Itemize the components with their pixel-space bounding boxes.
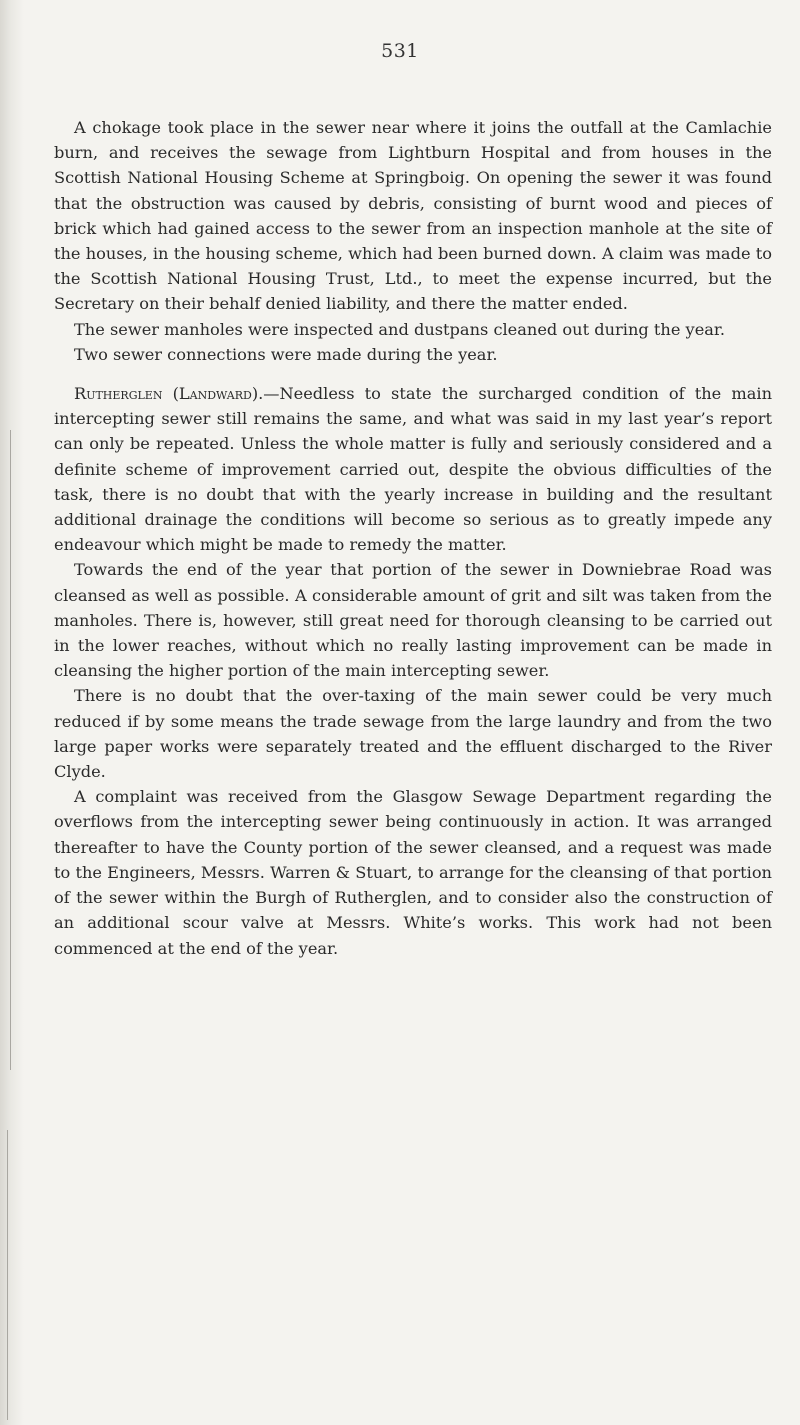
paragraph-chokage: [54, 115, 772, 317]
page-gutter-shadow: [0, 0, 24, 1425]
binding-line: [7, 1130, 8, 1420]
binding-line: [10, 430, 11, 1070]
section-heading: Rutherglen (Landward).: [74, 384, 264, 404]
paragraph-connections: [54, 342, 772, 367]
paragraph-text: The sewer manholes were inspected and dustpans cleaned out during the year.: [74, 319, 726, 339]
paragraph-complaint: [54, 784, 772, 960]
paragraph-manholes: [54, 317, 772, 342]
paragraph-text: Two sewer connections were made during the year.: [74, 344, 498, 364]
paragraph-overtaxing: [54, 683, 772, 784]
paragraph-text: A complaint was received from the Glasgow Sewage Department regarding the overflows from the intercepting sewer being continuously in action. It was arranged thereafter to have the County portion of the sewer cleansed, and a request was made to the Engineers, Messrs. Warren & Stuart, to arrange for the cleansing of that portion of the sewer within the Burgh of Rutherglen, and to consider also the construction of an additional scour valve at Messrs. White’s works. This work had not been commenced at the end of the year.: [54, 787, 772, 958]
paragraph-rutherglen: [54, 381, 772, 557]
paragraph-text: —Needless to state the surcharged condition of the main intercepting sewer still remains the same, and what was said in my last year’s report can only be repeated. Unless the whole matter is fully and seriously considered and a definite scheme of improvement carried out, despite the obvious difficulties of the task, there is no doubt that with the yearly increase in building and the resultant additional drainage the conditions will become so serious as to greatly impede any endeavour which might be made to remedy the matter.: [54, 384, 772, 555]
paragraph-text: A chokage took place in the sewer near where it joins the outfall at the Camlachie burn, and receives the sewage from Lightburn Hospital and from houses in the Scottish National Housing Scheme at Springboig. On opening the sewer it was found that the obstruction was caused by debris, consisting of burnt wood and pieces of brick which had gained access to the sewer from an inspection manhole at the site of the houses, in the housing scheme, which had been burned down. A claim was made to the Scottish National Housing Trust, Ltd., to meet the expense incurred, but the Secretary on their behalf denied liability, and there the matter ended.: [54, 118, 772, 314]
paragraph-text: There is no doubt that the over-taxing of the main sewer could be very much reduced if by some means the trade sewage from the large laundry and from the two large paper works were separately treated and the effluent discharged to the River Clyde.: [54, 686, 772, 782]
document-body: [54, 115, 772, 961]
paragraph-text: Towards the end of the year that portion of the sewer in Downiebrae Road was cleansed as well as possible. A considerable amount of grit and silt was taken from the manholes. There is, however, still great need for thorough cleansing to be carried out in the lower reaches, without which no really lasting improvement can be made in cleansing the higher portion of the main intercepting sewer.: [54, 560, 772, 681]
paragraph-downiebrae: [54, 557, 772, 683]
page-number: 531: [381, 40, 419, 62]
